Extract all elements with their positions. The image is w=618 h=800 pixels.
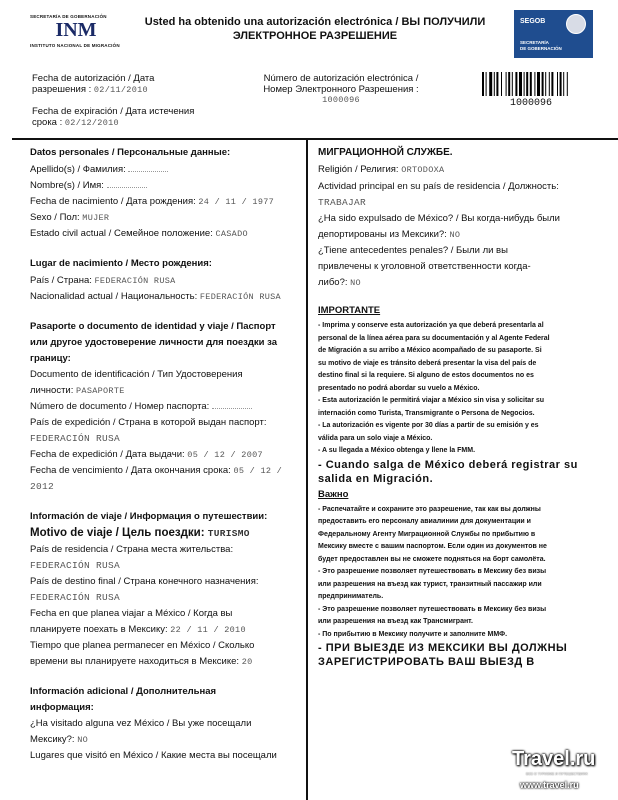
- nationality-value: FEDERACIÓN RUSA: [199, 292, 281, 302]
- visited-label-1: ¿Ha visitado alguna vez México / Вы уже посещали: [30, 718, 252, 729]
- exit-register-ru-1: - ПРИ ВЫЕЗДЕ ИЗ МЕКСИКИ ВЫ ДОЛЖНЫ: [318, 642, 568, 654]
- religion-row: [318, 164, 614, 176]
- criminal-label-3: либо?:: [318, 277, 351, 288]
- criminal-value: NO: [350, 278, 361, 288]
- travel-watermark-tagline: ВСЕ О ТУРИЗМЕ И ПУТЕШЕСТВИЯХ: [526, 772, 588, 776]
- important-es-line: - Imprima y conserve esta autorización ya que deberá presentarla al: [318, 322, 544, 329]
- sex-value: MUJER: [82, 213, 110, 223]
- important-ru-line: Мексику вместе с вашим паспортом. Если один из документов не: [318, 543, 547, 550]
- name-row: [30, 180, 302, 192]
- expiry-value: 02/12/2010: [64, 118, 119, 128]
- mexico-seal-icon: [566, 14, 586, 34]
- dob-label: Fecha de nacimiento / Дата рождения:: [30, 196, 199, 207]
- important-ru-line: - По прибытию в Мексику получите и заполните ММФ.: [318, 630, 508, 638]
- auth-date: [32, 73, 154, 96]
- passport-title-1: Pasaporte o documento de identidad y viaje / Паспорт: [30, 321, 276, 332]
- arrival-value: 22 / 11 / 2010: [170, 625, 246, 635]
- criminal-row: [318, 277, 614, 289]
- dest-label: País de destino final / Страна конечного назначения:: [30, 576, 259, 587]
- important-es-line: destino final si la requiere. Si alguno de estos documentos no es: [318, 372, 534, 379]
- important-es-line: - La autorización es vigente por 30 días a partir de su emisión y es: [318, 422, 539, 429]
- exit-register-ru-2: ЗАРЕГИСТРИРОВАТЬ ВАШ ВЫЕЗД В: [318, 656, 535, 668]
- important-es-line: personal de la línea aérea para su documentación y al Agente Federal: [318, 334, 550, 342]
- motive-value: TURISMO: [207, 528, 250, 539]
- expiry-row: [30, 465, 302, 477]
- name-label: Nombre(s) / Имя:: [30, 180, 107, 191]
- birth-country-row: [30, 275, 302, 287]
- expelled-label-2: депортированы из Мексики?:: [318, 229, 450, 240]
- dest-value: FEDERACIÓN RUSA: [30, 592, 121, 603]
- extra-title-1: Información adicional / Дополнительная: [30, 686, 217, 697]
- passport-expiry-label: Fecha de vencimiento / Дата окончания срока:: [30, 465, 234, 476]
- arrival-row: [30, 624, 302, 636]
- birth-title: Lugar de nacimiento / Место рождения:: [30, 258, 212, 269]
- important-es-line: - Esta autorización le permitirá viajar a México sin visa y solicitar su: [318, 397, 545, 404]
- inm-logo: INM: [55, 19, 97, 41]
- barcode: [482, 72, 594, 96]
- important-es-list: [318, 320, 614, 458]
- travel-watermark-url: www.travel.ru: [520, 780, 579, 790]
- important-ru-line: будет предоставлен вы не сможете подняться на борт самолёта.: [318, 555, 546, 563]
- places-label: Lugares que visitó en México / Какие места вы посещали: [30, 750, 277, 761]
- expiry-label-2: срока :: [32, 117, 65, 128]
- dob-row: [30, 196, 302, 208]
- visited-row: [30, 734, 302, 746]
- barcode-number: 1000096: [510, 98, 553, 109]
- expelled-row: [318, 229, 614, 241]
- passport-title-2: или другое удостоверение личности для поездки за: [30, 337, 278, 348]
- nationality-label: Nacionalidad actual / Национальность:: [30, 291, 200, 302]
- important-es-line: - A su llegada a México obtenga y llene la FMM.: [318, 447, 476, 454]
- surname-row: [30, 164, 302, 176]
- expiry-label-1: Fecha de expiración / Дата истечения: [32, 106, 195, 117]
- auth-date-label-2: разрешения :: [32, 84, 94, 95]
- sex-row: [30, 212, 302, 224]
- important-ru-line: Федеральному Агенту Миграционной Службы по прибытию в: [318, 530, 536, 538]
- expelled-value: NO: [449, 230, 461, 240]
- important-title-es: IMPORTANTE: [318, 305, 381, 316]
- important-es-line: su motivo de viaje es tránsito deberá presentar la visa del país de: [318, 359, 537, 367]
- auth-number-value: 1000096: [322, 95, 360, 105]
- extra-title-2: информация:: [30, 702, 94, 713]
- expelled-label-1: ¿Ha sido expulsado de México? / Вы когда-нибудь были: [318, 213, 560, 224]
- trip-title: Información de viaje / Информация о путешествии:: [30, 511, 268, 522]
- criminal-label-2: привлечены к уголовной ответственности когда-: [318, 261, 531, 272]
- important-es-line: internación como Turista, Transmigrante o Persona de Negocios.: [318, 409, 535, 417]
- exit-register-es-1: - Cuando salga de México deberá registrar su: [318, 458, 578, 471]
- overlap-heading: МИГРАЦИОННОЙ СЛУЖБЕ.: [318, 147, 453, 158]
- docnum-label: Número de documento / Номер паспорта:: [30, 401, 212, 412]
- birth-country-value: FEDERACIÓN RUSA: [94, 276, 176, 286]
- surname-blank: [128, 171, 168, 172]
- issue-date-value: 05 / 12 / 2007: [187, 450, 263, 460]
- important-es-line: de Migración a su arribo a México acompañado de su pasaporte. Si: [318, 347, 542, 354]
- issue-country-label: País de expedición / Страна в которой выдан паспорт:: [30, 417, 267, 428]
- arrival-label-2: планируете поехать в Мексику:: [30, 624, 171, 635]
- civil-label: Estado civil actual / Семейное положение:: [30, 228, 216, 239]
- stay-label-1: Tiempo que planea permanecer en México / Сколько: [30, 640, 255, 651]
- arrival-label-1: Fecha en que planea viajar a México / Когда вы: [30, 608, 233, 619]
- passport-expiry-value-2: 2012: [30, 481, 55, 492]
- visited-label-2: Мексику?:: [30, 734, 78, 745]
- doctype-value: PASAPORTE: [76, 386, 125, 396]
- inm-bottom-text: INSTITUTO NACIONAL DE MIGRACIÓN: [30, 43, 120, 48]
- birth-country-label: País / Страна:: [30, 275, 95, 286]
- segob-subtitle: [520, 40, 562, 52]
- residence-label: País de residencia / Страна места жительства:: [30, 544, 234, 555]
- auth-date-label-1: Fecha de autorización / Дата: [32, 73, 155, 84]
- inm-top-text: SECRETARÍA DE GOBERNACIÓN: [30, 14, 107, 19]
- important-es-line: presentado no podrá abordar su vuelo a México.: [318, 384, 480, 392]
- motive-row: [30, 526, 302, 541]
- residence-value: FEDERACIÓN RUSA: [30, 560, 121, 571]
- important-title-ru: Важно: [318, 488, 349, 500]
- name-blank: [107, 187, 147, 188]
- important-ru-line: или разрешения на въезд как турист, транзитный пассажир или: [318, 580, 542, 588]
- important-ru-line: предприниматель.: [318, 593, 384, 600]
- motive-label: Motivo de viaje / Цель поездки:: [30, 527, 208, 539]
- document-title: [130, 16, 500, 43]
- stay-value: 20: [241, 657, 253, 667]
- religion-value: ORTODOXA: [401, 165, 445, 175]
- doctype-label-2: личности:: [30, 385, 77, 396]
- personal-title: Datos personales / Персональные данные:: [30, 147, 231, 158]
- surname-label: Apellido(s) / Фамилия:: [30, 164, 129, 175]
- important-ru-list: [318, 504, 614, 642]
- important-ru-line: или разрешения на въезд как Трансмигрант.: [318, 618, 473, 625]
- expiry-date: [32, 106, 194, 129]
- important-es-line: válida para un solo viaje a México.: [318, 434, 433, 442]
- segob-sub-2: DE GOBERNACIÓN: [520, 46, 562, 51]
- segob-sub-1: SECRETARÍA: [520, 40, 549, 45]
- stay-row: [30, 656, 302, 668]
- civil-value: CASADO: [215, 229, 248, 239]
- passport-title-3: границу:: [30, 353, 71, 364]
- visited-value: NO: [77, 735, 89, 745]
- divider-vertical: [306, 140, 308, 800]
- auth-number-label-2: Номер Электронного Разрешения :: [263, 84, 419, 95]
- stay-label-2: времени вы планируете находиться в Мексике:: [30, 656, 242, 667]
- doctype-label-1: Documento de identificación / Тип Удостоверения: [30, 369, 243, 380]
- important-ru-line: - Распечатайте и сохраните это разрешение, так как вы должны: [318, 505, 541, 513]
- important-ru-line: предоставить его персоналу авиалинии для документации и: [318, 518, 531, 525]
- exit-register-es-2: salida en Migración.: [318, 472, 434, 485]
- left-column: [30, 147, 302, 762]
- dob-value: 24 / 11 / 1977: [198, 197, 275, 207]
- criminal-label-1: ¿Tiene antecedentes penales? / Были ли вы: [318, 245, 508, 256]
- issue-country-value: FEDERACIÓN RUSA: [30, 433, 121, 444]
- auth-number-label-1: Número de autorización electrónica /: [263, 73, 419, 84]
- travel-watermark-brand: Travel.ru: [512, 748, 596, 770]
- title-line-2: ЭЛЕКТРОННОЕ РАЗРЕШЕНИЕ: [232, 29, 398, 42]
- docnum-blank: [212, 408, 252, 409]
- right-column: [318, 147, 614, 669]
- divider-horizontal: [12, 138, 618, 140]
- important-ru-line: - Это разрешение позволяет путешествовать в Мексику без визы: [318, 605, 547, 613]
- segob-name: SEGOB: [520, 18, 546, 25]
- auth-date-value: 02/11/2010: [93, 85, 148, 95]
- docnum-row: [30, 401, 302, 413]
- sex-label: Sexo / Пол:: [30, 212, 83, 223]
- auth-number: [226, 73, 456, 106]
- activity-value: TRABAJAR: [318, 197, 367, 208]
- activity-label: Actividad principal en su país de residencia / Должность:: [318, 181, 559, 192]
- doctype-row: [30, 385, 302, 397]
- religion-label: Religión / Религия:: [318, 164, 402, 175]
- title-line-1: Usted ha obtenido una autorización electrónica / ВЫ ПОЛУЧИЛИ: [144, 16, 486, 28]
- nationality-row: [30, 291, 302, 303]
- passport-expiry-value-1: 05 / 12 /: [233, 466, 283, 476]
- civil-row: [30, 228, 302, 240]
- issue-date-row: [30, 449, 302, 461]
- issue-date-label: Fecha de expedición / Дата выдачи:: [30, 449, 188, 460]
- important-ru-line: - Это разрешение позволяет путешествовать в Мексику без визы: [318, 568, 547, 575]
